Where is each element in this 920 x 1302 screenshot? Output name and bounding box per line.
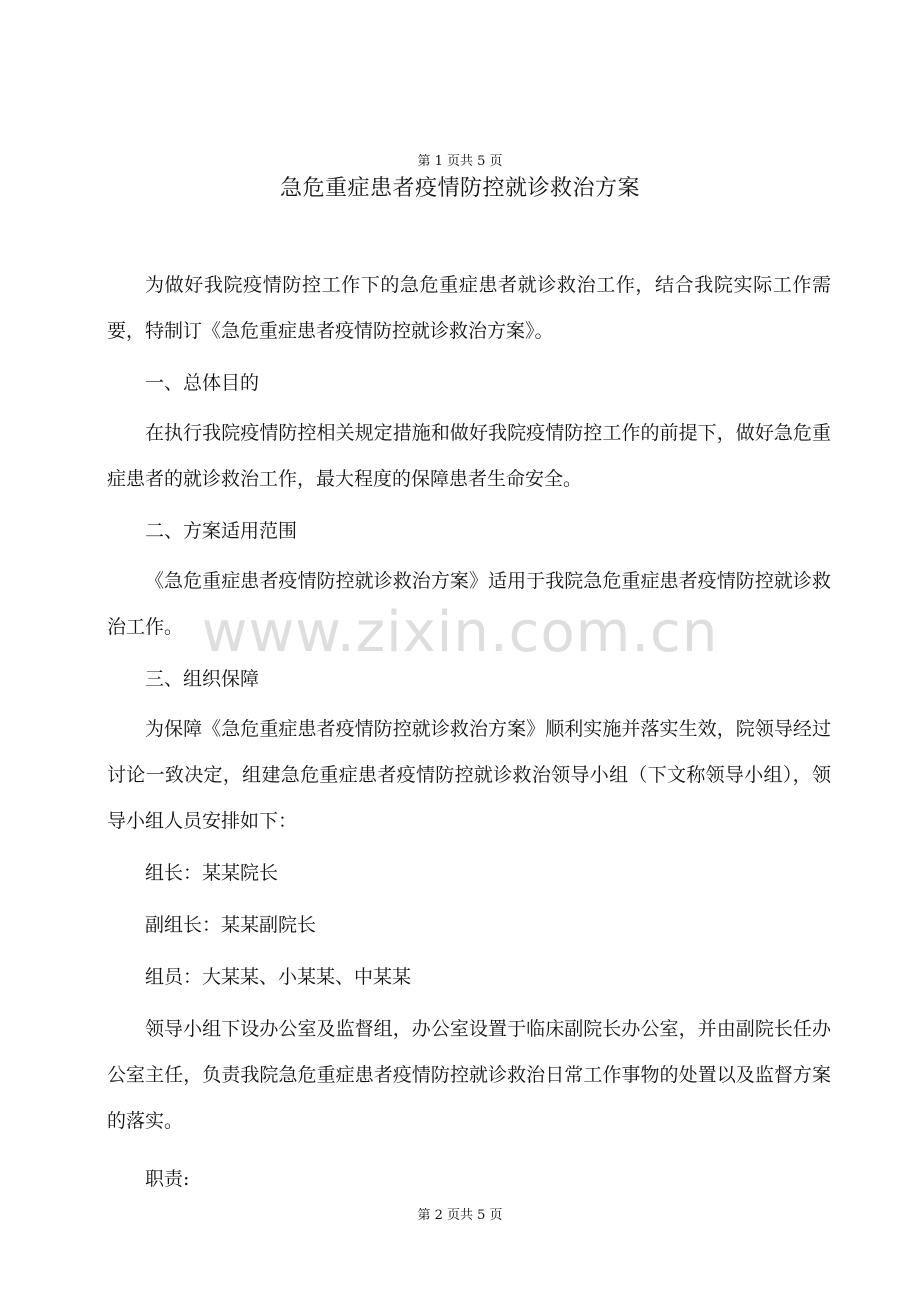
deputy-leader-line: 副组长：某某副院长 [145,914,317,936]
document-title: 急危重症患者疫情防控就诊救治方案 [279,176,640,201]
organization-paragraph: 为保障《急危重症患者疫情防控就诊救治方案》顺利实施并落实生效，院领导经过讨论一致决定，组建急危重症患者疫情防控就诊救治领导小组（下文称领导小组），领导小组人员安排如下： [107,718,831,832]
section-heading-purpose: 一、总体目的 [145,372,260,394]
page-footer: 第 2 页共 5 页 [417,1208,503,1223]
office-paragraph: 领导小组下设办公室及监督组，办公室设置于临床副院长办公室，并由副院长任办公室主任，负责我院急危重症患者疫情防控就诊救治日常工作事物的处置以及监督方案的落实。 [107,1018,831,1132]
team-leader-line: 组长：某某院长 [145,862,279,884]
scope-paragraph: 《急危重症患者疫情防控就诊救治方案》适用于我院急危重症患者疫情防控就诊救治工作。 [107,570,831,638]
document-body [107,262,831,1208]
team-members-line: 组员：大某某、小某某、中某某 [145,966,412,988]
section-heading-organization: 三、组织保障 [145,668,260,690]
purpose-paragraph: 在执行我院疫情防控相关规定措施和做好我院疫情防控工作的前提下，做好急危重症患者的就诊救治工作，最大程度的保障患者生命安全。 [107,422,831,490]
duties-label: 职责: [145,1168,190,1190]
intro-paragraph: 为做好我院疫情防控工作下的急危重症患者就诊救治工作，结合我院实际工作需要，特制订《急危重症患者疫情防控就诊救治方案》。 [107,274,831,342]
section-heading-scope: 二、方案适用范围 [145,520,298,542]
page-header: 第 1 页共 5 页 [417,154,503,169]
watermark: www.zixin.com.cn [201,600,719,665]
